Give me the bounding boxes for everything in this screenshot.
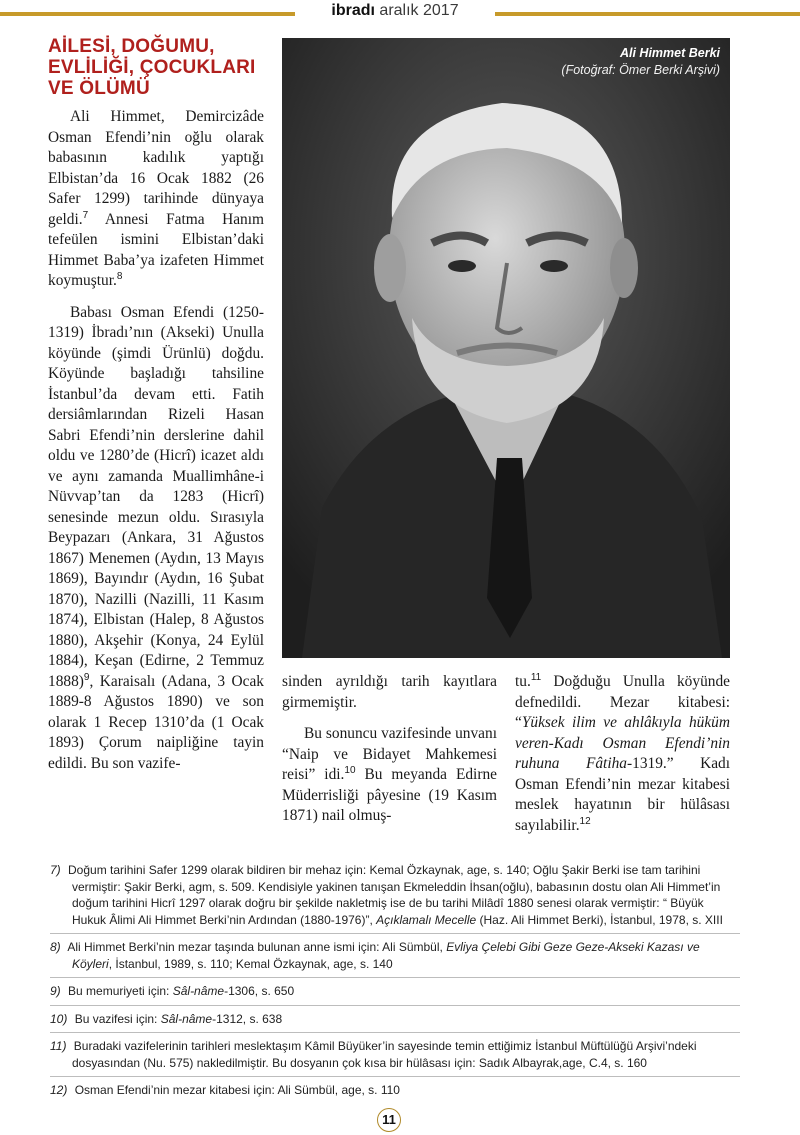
footnote-ref: 11 <box>530 671 542 683</box>
footnote-text: -1312, s. 638 <box>212 1011 283 1026</box>
heading-line: EVLİLİĞİ, ÇOCUKLARI <box>48 57 256 78</box>
footnote-ref: 12 <box>579 815 591 827</box>
left-text-column <box>48 107 264 785</box>
right-text-column <box>515 672 730 836</box>
paragraph <box>282 724 497 827</box>
footnote-title: Evliya Çelebi Gibi Geze Geze-Akseki Kazası ve Köyleri <box>72 940 700 971</box>
footnote-text: Osman Efendi’nin mezar kitabesi için: Ali Sümbül, age, s. 110 <box>74 1083 400 1097</box>
footnote-title: Sâl-nâme <box>172 984 225 998</box>
header-rule-right <box>495 12 800 16</box>
footnote-text: Bu vazifesi için: <box>74 1011 161 1026</box>
header-rule-left <box>0 12 295 16</box>
paragraph-text: Babası Osman Efendi (1250-1319) İbradı’nın (Akseki) Unulla köyünde (şimdi Ürünlü) doğdu. Köyünde başladığı tahsiline İstanbul’da devam etti. Fatih dersiâmlarından Rizeli Hasan Sabri Efendi’nin derslerine dahil oldu ve 1280’de (Hicrî) icazet aldı ve aynı zamanda Muallimhâne-i Nüvvap’tan da 1283 (Hicrî) senesinde mezun oldu. Sırasıyla Beypazarı (Ankara, 31 Ağustos 1867) Menemen (Aydın, 13 Mayıs 1869), Bayındır (Aydın, 16 Şubat 1870), Nazilli (Nazilli, 11 Kasım 1874), Elbistan (Halep, 8 Ağustos 1880), Akşehir (Konya, 24 Eylül 1884), Keşan (Edirne, 2 Temmuz 1888) <box>48 303 264 690</box>
footnotes <box>50 862 740 1109</box>
middle-text-column <box>282 672 497 838</box>
footnote <box>50 983 740 1006</box>
footnote-ref: 8 <box>116 270 123 282</box>
paragraph-text: Ali Himmet, Demircizâde Osman Efendi’nin oğlu olarak babasının kadılık yaptığı Elbistan’da 16 Ocak 1882 (26 Safer 1299) tarihinde dünyaya geldi. <box>48 108 264 228</box>
footnote-number: 8) <box>50 940 61 954</box>
portrait-photo <box>282 38 730 658</box>
epitaph-quote: Yüksek ilim ve ahlâkıyla hüküm veren-Kadı Osman Efendi’nin ruhuna Fâtiha <box>515 714 730 772</box>
footnote-ref: 7 <box>82 209 89 221</box>
footnote <box>50 1038 740 1077</box>
footnote <box>50 939 740 978</box>
footnote-text: Doğum tarihini Safer 1299 olarak bildiren bir mehaz için: Kemal Özkaynak, age, s. 140; Oğlu Şakir Berki ise tam tarihini vermiştir: Şakir Berki, agm, s. 509. Kendisiyle yakinen tanışan Ekmeleddin İhsan(oğlu), babasının dostu olan Ali Himmet’in doğum tarihini Hicrî 1297 olarak doğru bir şekilde nakletmiş ise de bu tarihi Milâdî 1880 senesi olarak vermiştir: “ Büyük Hukuk Âlimi Ali Himmet Berki’nin Ardından (1880-1976)”, <box>68 863 721 927</box>
heading-line: AİLESİ, DOĞUMU, <box>48 36 215 57</box>
paragraph-text: Bu sonuncu vazifesinde unvanı “Naip ve Bidayet Mahkemesi reisi” idi. <box>282 725 497 783</box>
paragraph-text: Bu meyanda Edirne Müderrisliği pâyesine (19 Kasım 1871) nail olmuş- <box>282 766 497 824</box>
paragraph-text: Doğduğu Unulla köyünde defnedildi. Mezar kitabesi: “ <box>515 673 730 731</box>
paragraph: sinden ayrıldığı tarih kayıtlara girmemiştir. <box>282 673 497 711</box>
running-header <box>300 2 490 20</box>
footnote-title: Sâl-nâme <box>160 1011 213 1026</box>
footnote-ref: 9 <box>83 671 90 683</box>
footnote <box>50 862 740 934</box>
magazine-brand: ibradı <box>331 2 375 19</box>
footnote <box>50 1082 740 1104</box>
footnote-number: 7) <box>50 863 61 877</box>
footnote-number: 12) <box>50 1083 68 1097</box>
footnote-number: 11) <box>50 1039 67 1053</box>
footnote-text: (Haz. Ali Himmet Berki), İstanbul, 1978, s. XIII <box>476 912 723 927</box>
paragraph <box>48 303 264 775</box>
page-number: 11 <box>377 1108 401 1132</box>
footnote-text: Bu memuriyeti için: <box>68 984 173 998</box>
paragraph-text: -1319.” Kadı Osman Efendi’nin mezar kitabesi meslek hayatının bir hülâsası sayılabilir. <box>515 755 730 834</box>
footnote-title: Açıklamalı Mecelle <box>376 912 477 927</box>
footnote-ref: 10 <box>344 764 356 776</box>
section-heading <box>48 36 288 99</box>
paragraph <box>515 672 730 836</box>
heading-line: VE ÖLÜMÜ <box>48 78 150 99</box>
paragraph-text: Annesi Fatma Hanım tefeülen ismini Elbistan’daki Himmet Baba’ya izafeten Himmet koymuştur. <box>48 210 264 289</box>
issue-date: aralık 2017 <box>379 2 459 19</box>
footnote-text: , İstanbul, 1989, s. 110; Kemal Özkaynak, age, s. 140 <box>108 956 393 971</box>
portrait-image <box>282 38 730 658</box>
photo-caption-name: Ali Himmet Berki <box>619 46 720 60</box>
footnote-text: Ali Himmet Berki’nin mezar taşında bulunan anne ismi için: Ali Sümbül, <box>67 940 447 954</box>
footnote-text: -1306, s. 650 <box>224 984 295 998</box>
paragraph-text: , Karaisalı (Adana, 3 Ocak 1889-8 Ağustos 1890) ve son olarak 1 Recep 1310’da (1 Ocak 1893) Çorum naipliğine tayin edildi. Bu son vazife- <box>48 672 264 772</box>
footnote-number: 10) <box>50 1011 68 1026</box>
footnote-number: 9) <box>50 984 61 998</box>
photo-caption-credit: (Fotoğraf: Ömer Berki Arşivi) <box>561 63 720 77</box>
footnote <box>50 1011 740 1034</box>
footnote-text: Buradaki vazifelerinin tarihleri meslektaşım Kâmil Büyüker’in sayesinde temin ettiğimiz İstanbul Müftülüğü Arşivi’ndeki dosyasından (Nu. 575) nakledilmiştir. Bu dosyanın çok kısa bir hülâsası için: Sadık Albayrak,age, C.4, s. 160 <box>72 1039 697 1070</box>
paragraph-text: tu. <box>515 673 531 690</box>
paragraph <box>48 107 264 292</box>
